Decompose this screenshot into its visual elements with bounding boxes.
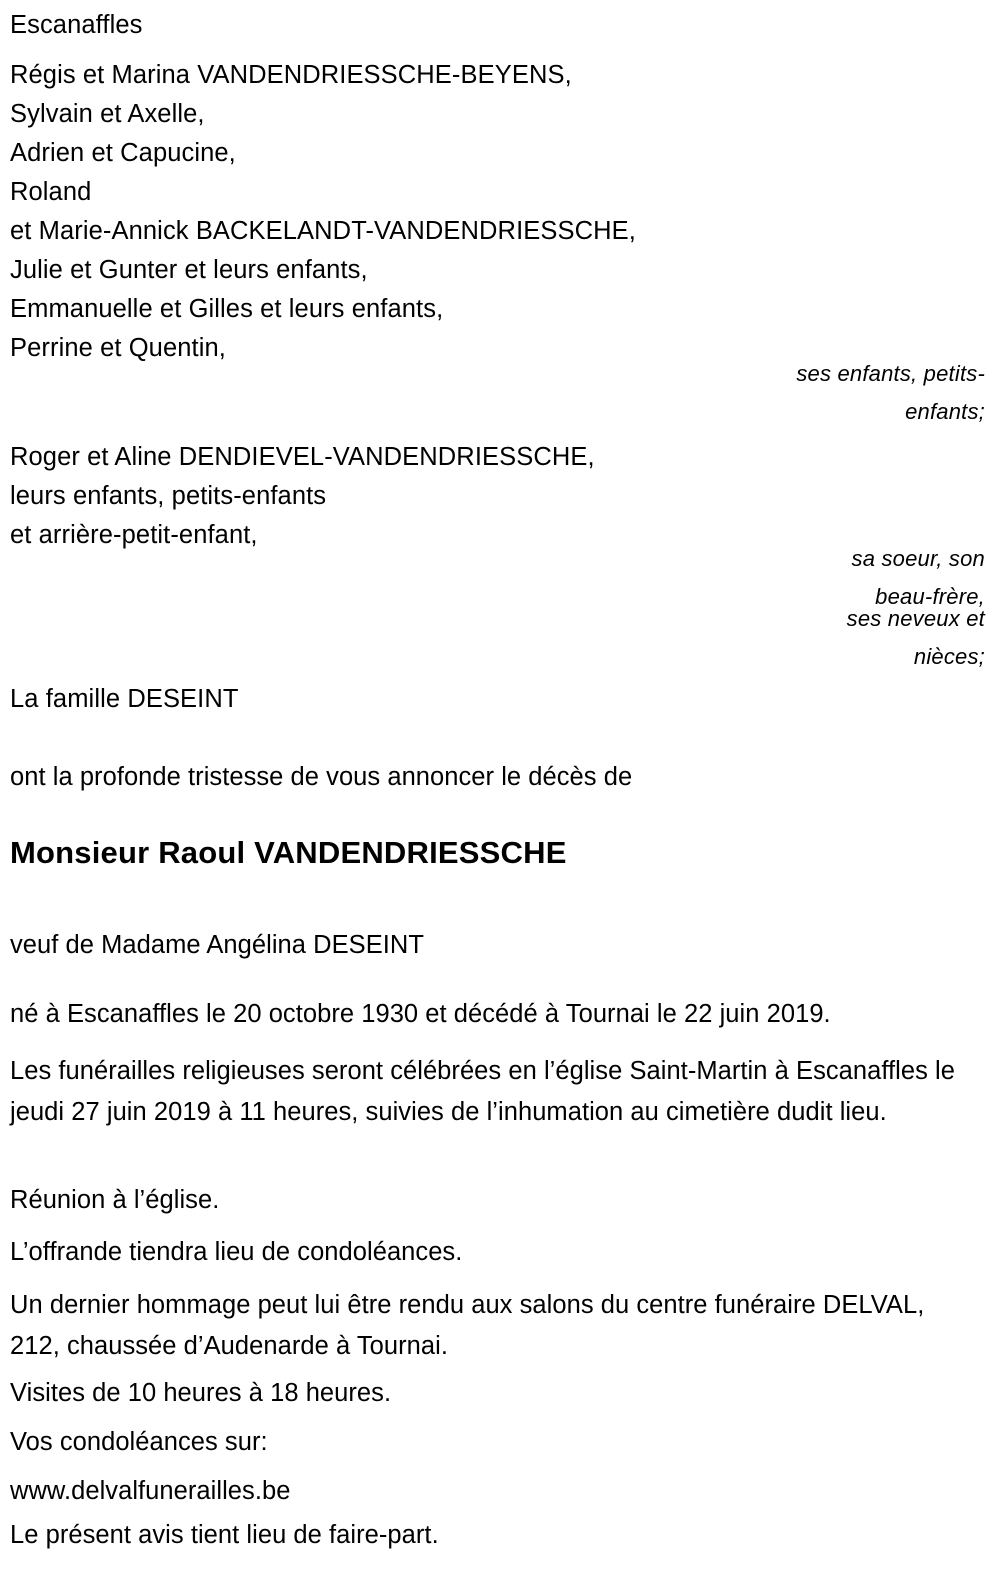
family-line: et Marie-Annick BACKELANDT-VANDENDRIESSCHE, — [10, 217, 636, 245]
family-line: Roger et Aline DENDIEVEL-VANDENDRIESSCHE, — [10, 443, 595, 471]
family-line: Adrien et Capucine, — [10, 139, 236, 167]
family-line: leurs enfants, petits-enfants — [10, 482, 327, 510]
family-line: La famille DESEINT — [10, 685, 239, 713]
family-line: Sylvain et Axelle, — [10, 100, 205, 128]
relationship-line: beau-frère, — [875, 584, 985, 609]
funeral-details: Les funérailles religieuses seront célébrées en l’église Saint-Martin à Escanaffles le jeudi 27 juin 2019 à 11 heures, suivies de l’inhumation au cimetière dudit lieu. — [10, 1057, 955, 1126]
family-group-children — [10, 56, 710, 368]
locality-heading — [10, 6, 710, 45]
reunion-note: Réunion à l’église. — [10, 1186, 220, 1214]
family-line: Emmanuelle et Gilles et leurs enfants, — [10, 295, 444, 323]
relationship-line: ses neveux et — [846, 606, 985, 631]
locality-heading-text: Escanaffles — [10, 11, 143, 39]
condolences-url[interactable]: www.delvalfunerailles.be — [10, 1477, 291, 1505]
family-line: Perrine et Quentin, — [10, 334, 226, 362]
viewing-details: Un dernier hommage peut lui être rendu aux salons du centre funéraire DELVAL, 212, chaussée d’Audenarde à Tournai. — [10, 1291, 925, 1360]
announcement-intro: ont la profonde tristesse de vous annoncer le décès de — [10, 763, 633, 791]
family-group-deseint — [10, 680, 710, 719]
deceased-birth-death: né à Escanaffles le 20 octobre 1930 et décédé à Tournai le 22 juin 2019. — [10, 1000, 831, 1028]
relationship-line: enfants; — [905, 399, 985, 424]
family-line: Julie et Gunter et leurs enfants, — [10, 256, 368, 284]
deceased-marital-status: veuf de Madame Angélina DESEINT — [10, 931, 425, 959]
offering-note: L’offrande tiendra lieu de condoléances. — [10, 1238, 463, 1266]
family-line: et arrière-petit-enfant, — [10, 521, 258, 549]
relationship-line: ses enfants, petits- — [796, 361, 985, 386]
relationship-line: sa soeur, son — [851, 546, 985, 571]
family-group-sister — [10, 438, 710, 555]
relationship-caption-nephews — [565, 600, 985, 676]
visiting-hours: Visites de 10 heures à 18 heures. — [10, 1379, 392, 1407]
relationship-line: nièces; — [913, 644, 985, 669]
relationship-caption-children — [565, 355, 985, 431]
deceased-name: Monsieur Raoul VANDENDRIESSCHE — [10, 835, 567, 870]
family-line: Régis et Marina VANDENDRIESSCHE-BEYENS, — [10, 61, 572, 89]
notice-footer: Le présent avis tient lieu de faire-part. — [10, 1521, 439, 1549]
family-line: Roland — [10, 178, 92, 206]
condolences-label: Vos condoléances sur: — [10, 1428, 268, 1456]
